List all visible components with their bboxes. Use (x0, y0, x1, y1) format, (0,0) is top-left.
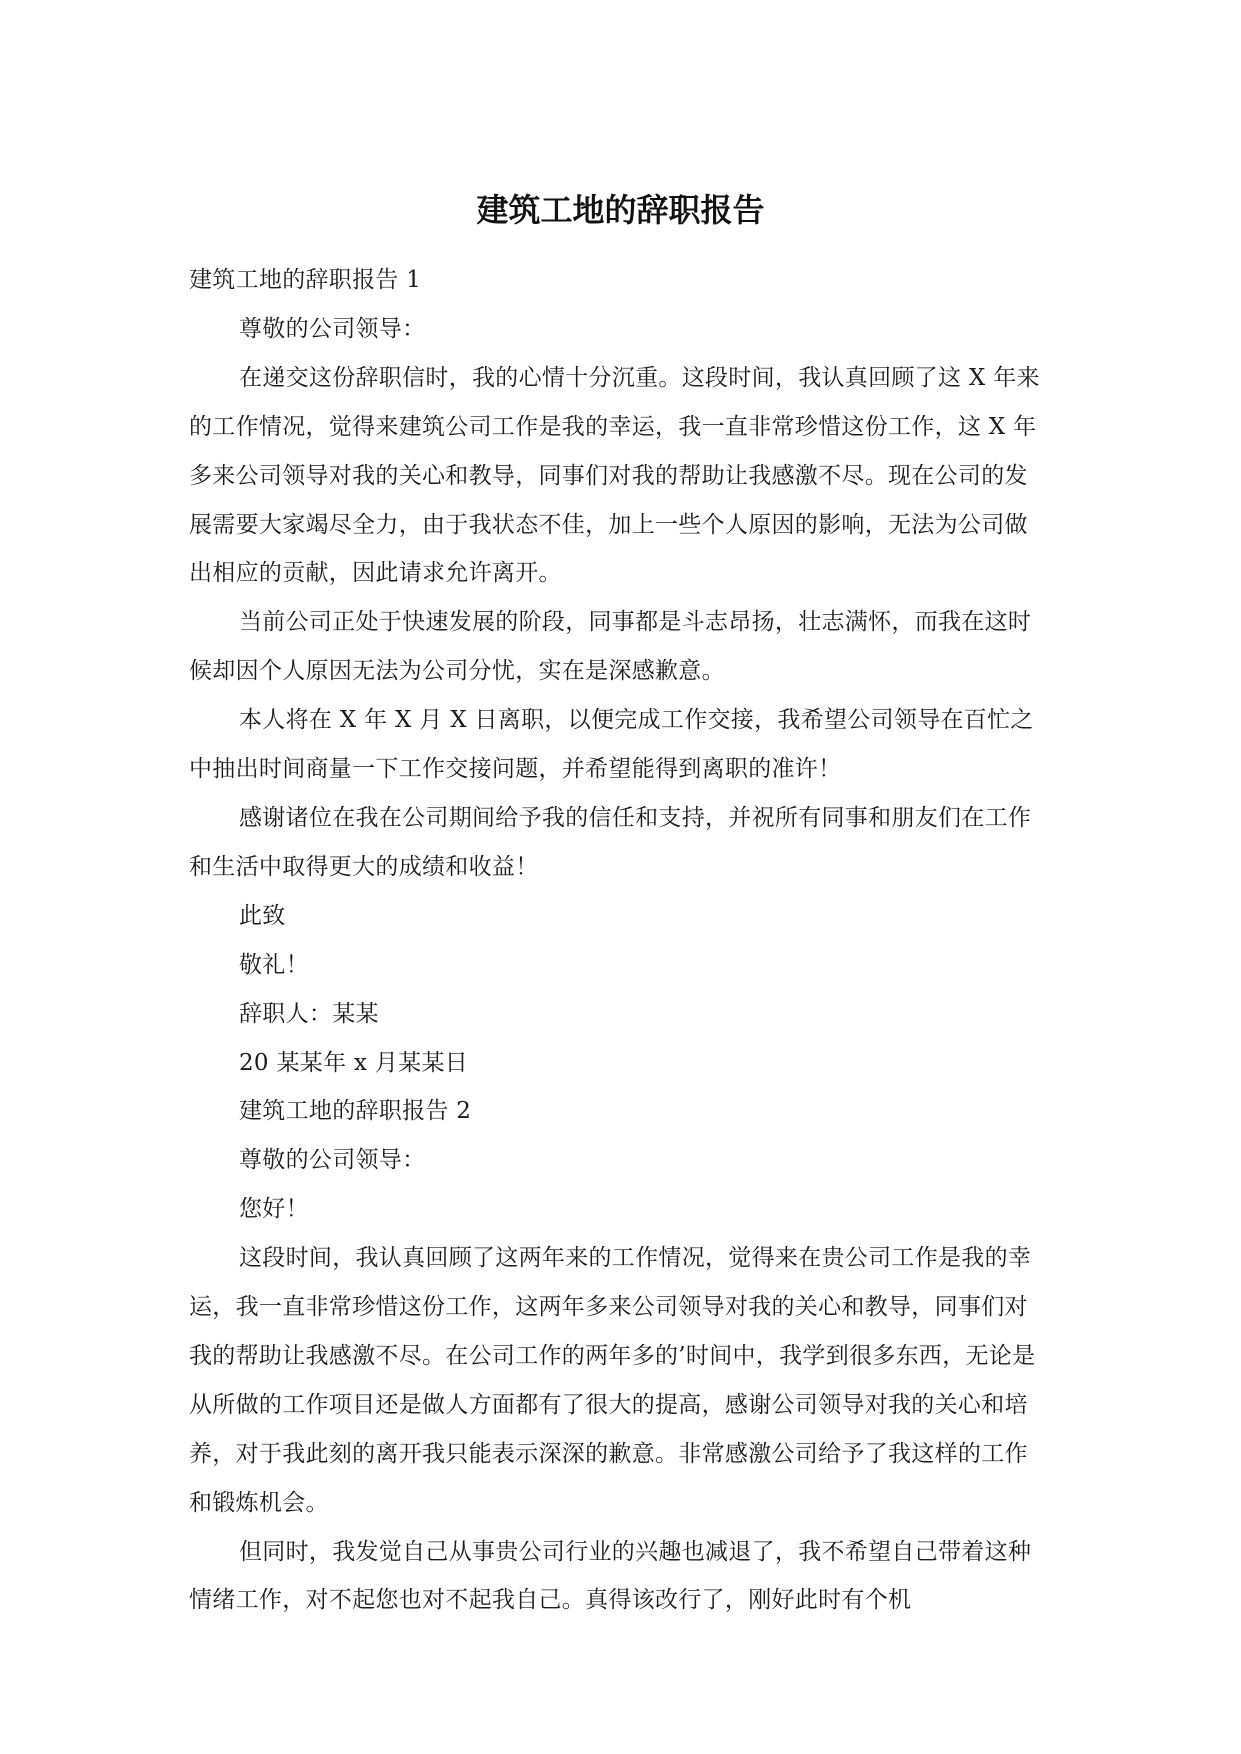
document-title: 建筑工地的辞职报告 (476, 191, 765, 229)
document-body (189, 256, 1049, 1625)
closing-line: 此致 (239, 902, 286, 929)
body-paragraph: 当前公司正处于快速发展的阶段，同事都是斗志昂扬，壮志满怀，而我在这时候却因个人原因无法为公司分忧，实在是深感歉意。 (189, 609, 1032, 685)
section-heading-2: 建筑工地的辞职报告 2 (239, 1098, 472, 1125)
body-paragraph: 但同时，我发觉自己从事贵公司行业的兴趣也减退了，我不希望自己带着这种情绪工作，对不起您也对不起我自己。真得该改行了，刚好此时有个机 (189, 1538, 1032, 1614)
date-line: 20 某某年 x 月某某日 (239, 1049, 469, 1076)
greeting: 您好！ (239, 1196, 309, 1223)
salutation: 尊敬的公司领导： (239, 315, 426, 342)
signature-line: 辞职人：某某 (239, 1000, 379, 1027)
body-paragraph: 本人将在 X 年 X 月 X 日离职，以便完成工作交接，我希望公司领导在百忙之中抽出时间商量一下工作交接问题，并希望能得到离职的准许！ (189, 707, 1034, 783)
closing-line: 敬礼！ (239, 951, 309, 978)
section-heading-1: 建筑工地的辞职报告 1 (189, 267, 422, 293)
body-paragraph: 感谢诸位在我在公司期间给予我的信任和支持，并祝所有同事和朋友们在工作和生活中取得更大的成绩和收益！ (189, 804, 1032, 880)
body-paragraph: 在递交这份辞职信时，我的心情十分沉重。这段时间，我认真回顾了这 X 年来的工作情况，觉得来建筑公司工作是我的幸运，我一直非常珍惜这份工作，这 X 年多来公司领导对我的关心和教导，同事们对我的帮助让我感激不尽。现在公司的发展需要大家竭尽全力，由于我状态不佳，加上一些个人原因的影响，无法为公司做出相应的贡献，因此请求允许离开。 (189, 364, 1040, 587)
salutation: 尊敬的公司领导： (239, 1147, 426, 1174)
body-paragraph: 这段时间，我认真回顾了这两年来的工作情况，觉得来在贵公司工作是我的幸运，我一直非常珍惜这份工作，这两年多来公司领导对我的关心和教导，同事们对我的帮助让我感激不尽。在公司工作的两年多的’时间中，我学到很多东西，无论是从所做的工作项目还是做人方面都有了很大的提高，感谢公司领导对我的关心和培养，对于我此刻的离开我只能表示深深的歉意。非常感激公司给予了我这样的工作和锻炼机会。 (189, 1245, 1036, 1516)
